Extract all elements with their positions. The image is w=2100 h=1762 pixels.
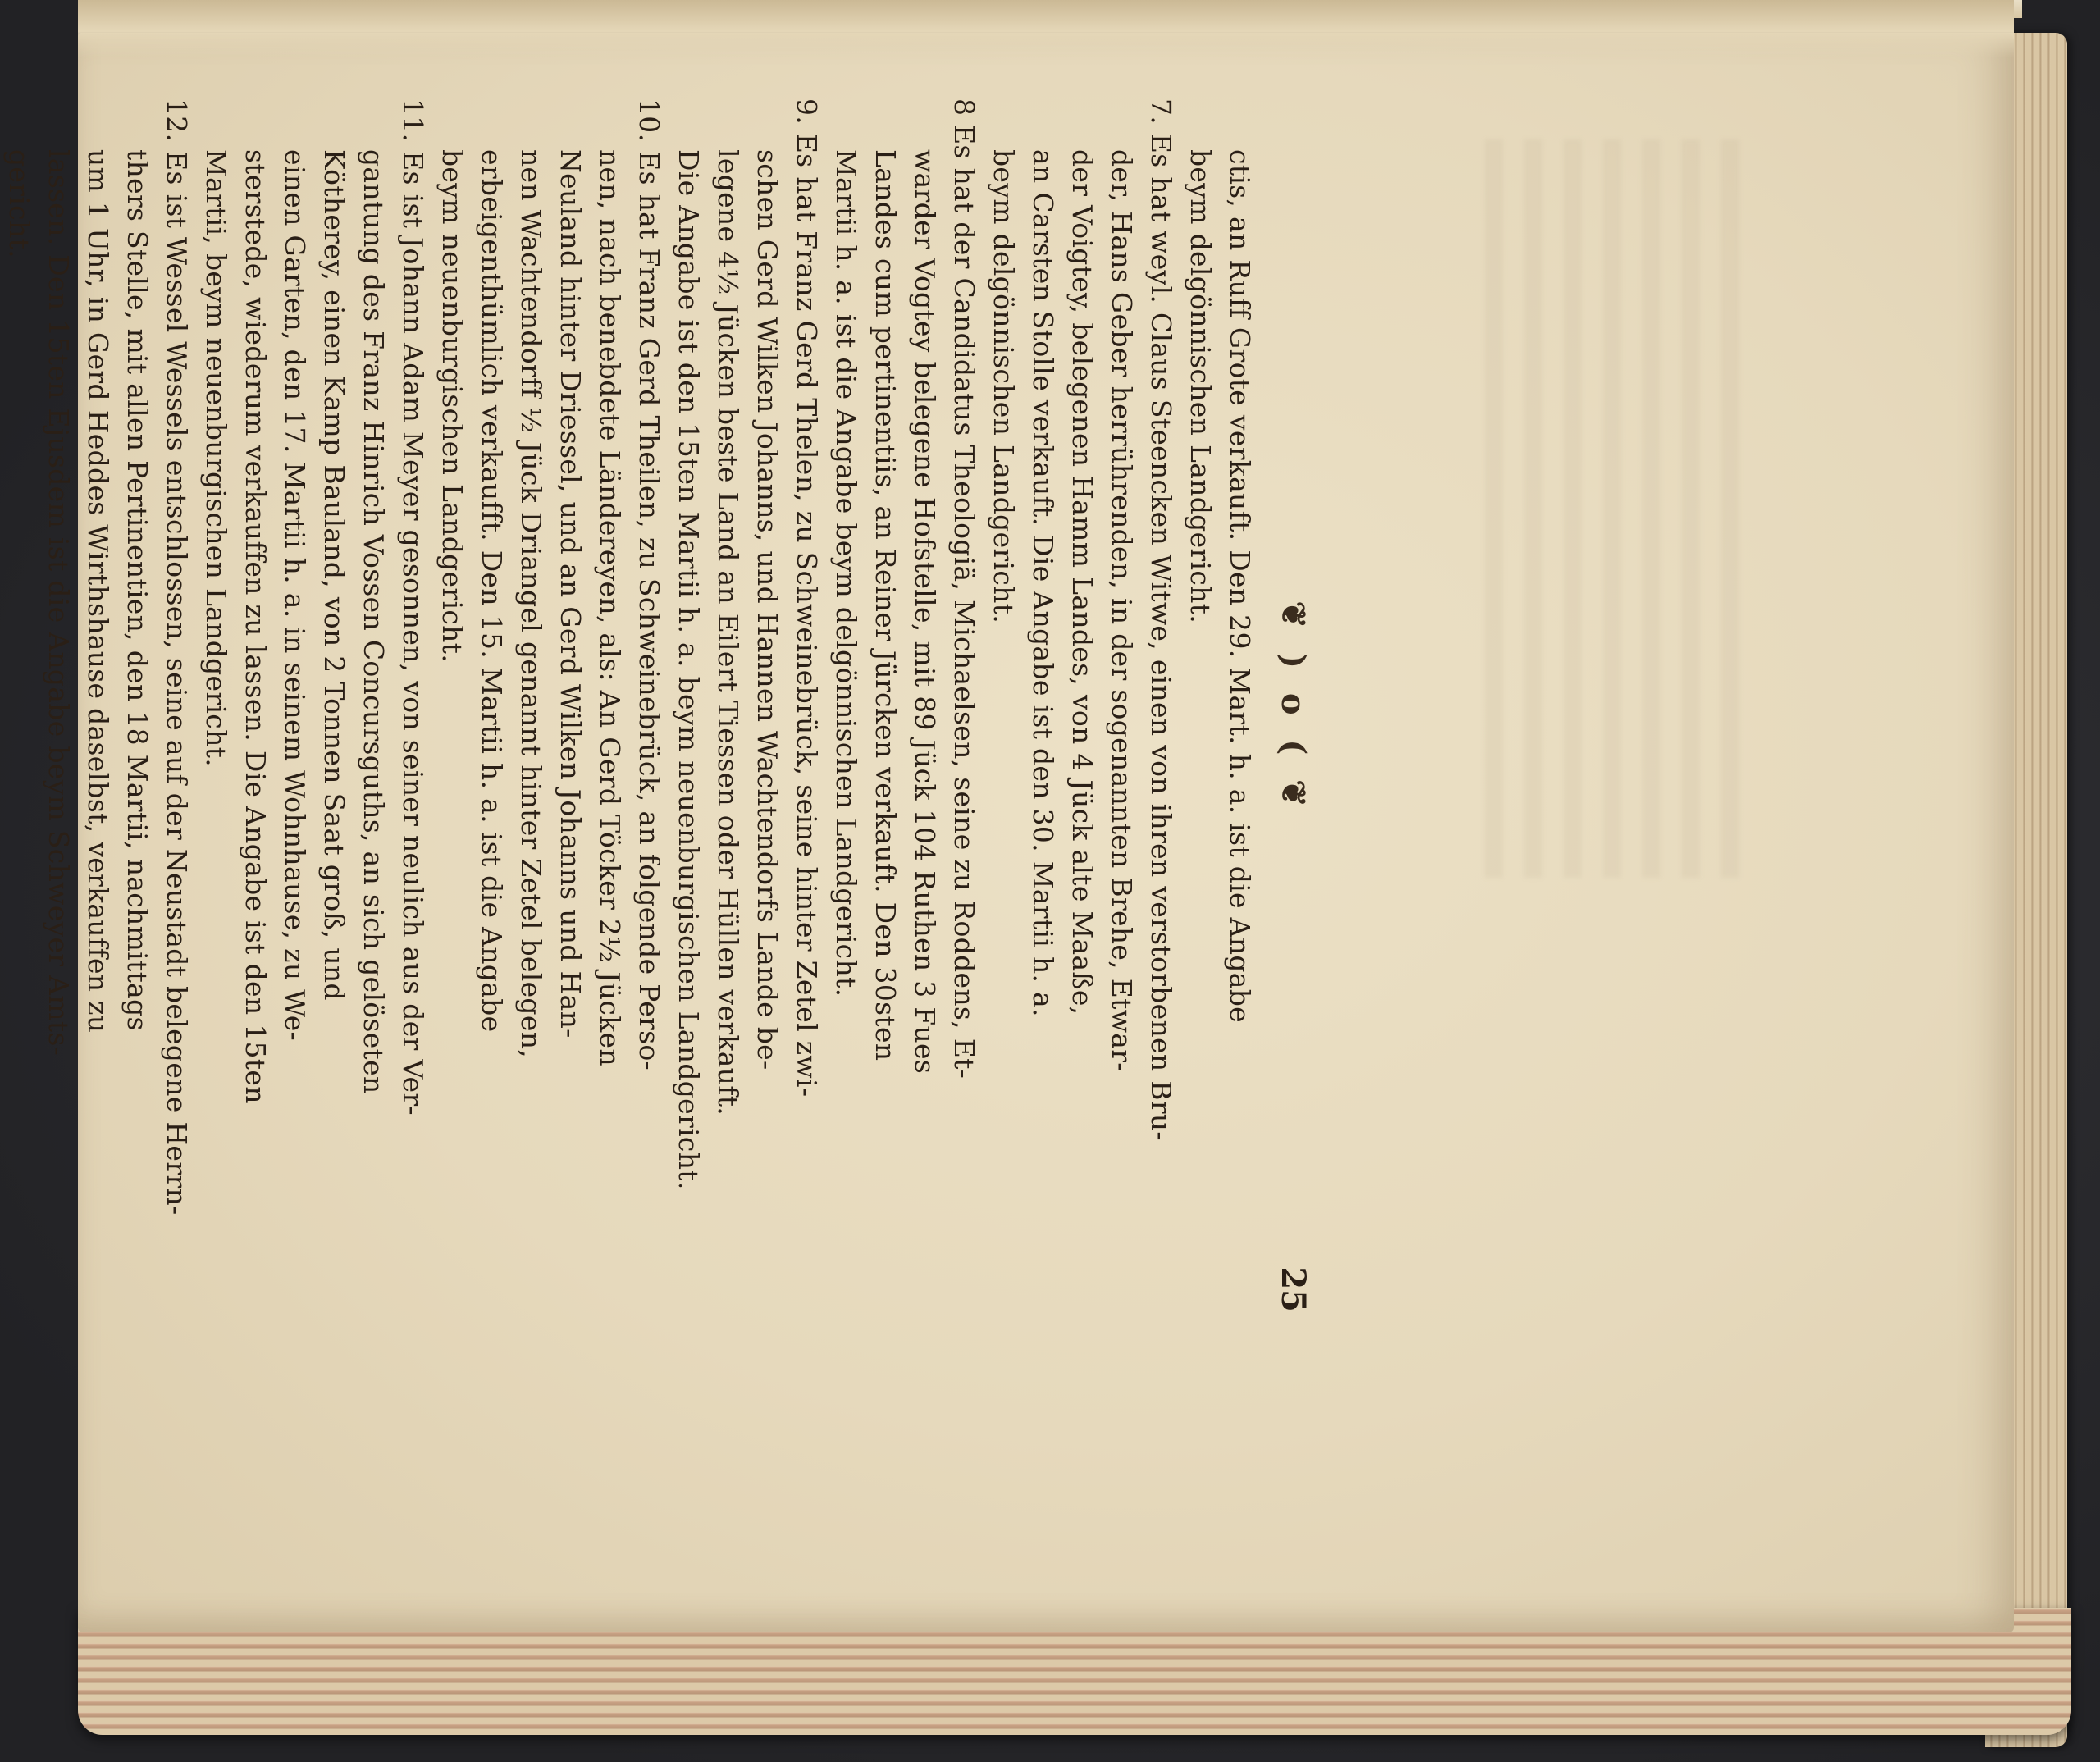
text-line: Martii, beym neuenburgischen Landgericht. <box>200 149 232 767</box>
text-line: der Voigtey, belegenen Hamm Landes, von 4 Jück alte Maaße, <box>1066 149 1098 1016</box>
text-line: Landes cum pertinentiis, an Reiner Jürcken verkauft. Den 30sten <box>870 149 902 1061</box>
running-header <box>1274 98 1312 1362</box>
text-line: schen Gerd Wilken Johanns, und Hannen Wachtendorfs Lande be- <box>751 149 783 1070</box>
show-through-texture <box>1485 139 1755 878</box>
text-line: thers Stelle, mit allen Pertinentien, den 18 Martii, nachmittags <box>121 149 153 1031</box>
text-line: nen Wachtendorff ½ Jück Driangel genannt hinter Zetel belegen, <box>515 149 547 1059</box>
text-line: Kötherey, einen Kamp Bauland, von 2 Tonnen Saat groß, und <box>318 149 350 1001</box>
text-line: 10. Es hat Franz Gerd Theilen, zu Schweinebrück, an folgende Perso- <box>633 98 665 1070</box>
text-line: 12. Es ist Wessel Wessels entschlossen, seine auf der Neustadt belegene Herrn- <box>161 98 193 1216</box>
text-line: Neuland hinter Driessel, und an Gerd Wilken Johanns und Han- <box>555 149 587 1038</box>
header-ornament: ❦ ) o ( ❦ <box>1274 600 1312 814</box>
text-line: gericht. <box>3 149 35 258</box>
text-line: beym delgönnischen Landgericht. <box>988 149 1020 624</box>
text-line: 8 Es hat der Candidatus Theologiä, Michaelsen, seine zu Roddens, Et- <box>948 98 980 1080</box>
text-line: 11. Es ist Johann Adam Meyer gesonnen, von seiner neulich aus der Ver- <box>397 98 429 1116</box>
text-line: ctis, an Ruff Grote verkauft. Den 29. Mart. h. a. ist die Angabe <box>1224 149 1256 1023</box>
text-line: der, Hans Geber herrührenden, in der sogenannten Brehe, Etwar- <box>1106 149 1138 1072</box>
rotated-text-block <box>0 98 1312 1362</box>
text-line: beym neuenburgischen Landgericht. <box>436 149 468 664</box>
text-line: sterstede, wiederum verkauffen zu lassen. Die Angabe ist den 15ten <box>240 149 272 1104</box>
public-notices <box>0 98 1259 1362</box>
text-line: um 1 Uhr, in Gerd Heddes Wirthshause daselbst, verkauffen zu <box>82 149 114 1034</box>
text-line: 7. Es hat weyl. Claus Steencken Witwe, einen von ihren verstorbenen Bru- <box>1145 98 1177 1141</box>
text-line: an Carsten Stolle verkauft. Die Angabe ist den 30. Martii h. a. <box>1027 149 1059 1017</box>
text-line: lassen. Den 15ten Ejusdem ist die Angabe beym Schweyer Amts- <box>43 149 75 1057</box>
gutter-fold-shadow <box>78 0 2014 57</box>
text-line: 9. Es hat Franz Gerd Thelen, zu Schweinebrück, seine hinter Zetel zwi- <box>791 98 823 1098</box>
text-line: warder Vogtey belegene Hofstelle, mit 89 Jück 104 Ruthen 3 Fues <box>909 149 941 1075</box>
text-line: gantung des Franz Hinrich Vossen Concursguths, an sich gelöseten <box>358 149 390 1094</box>
text-line: Martii h. a. ist die Angabe beym delgönnischen Landgericht. <box>830 149 862 997</box>
text-line: erbeigenthümlich verkaufft. Den 15. Martii h. a. ist die Angabe <box>476 149 508 1033</box>
text-line: legene 4½ Jücken beste Land an Eilert Tiessen oder Hüllen verkauft. <box>712 149 744 1116</box>
page-number: 25 <box>1274 1267 1312 1312</box>
text-line: einen Garten, den 17. Martii h. a. in seinem Wohnhause, zu We- <box>279 149 311 1041</box>
text-line: beym delgönnischen Landgericht. <box>1185 149 1217 624</box>
text-line: Die Angabe ist den 15ten Martii h. a. beym neuenburgischen Landgericht. <box>673 149 705 1190</box>
text-line: nen, nach benebdete Ländereyen, als: An Gerd Töcker 2½ Jücken <box>594 149 626 1066</box>
